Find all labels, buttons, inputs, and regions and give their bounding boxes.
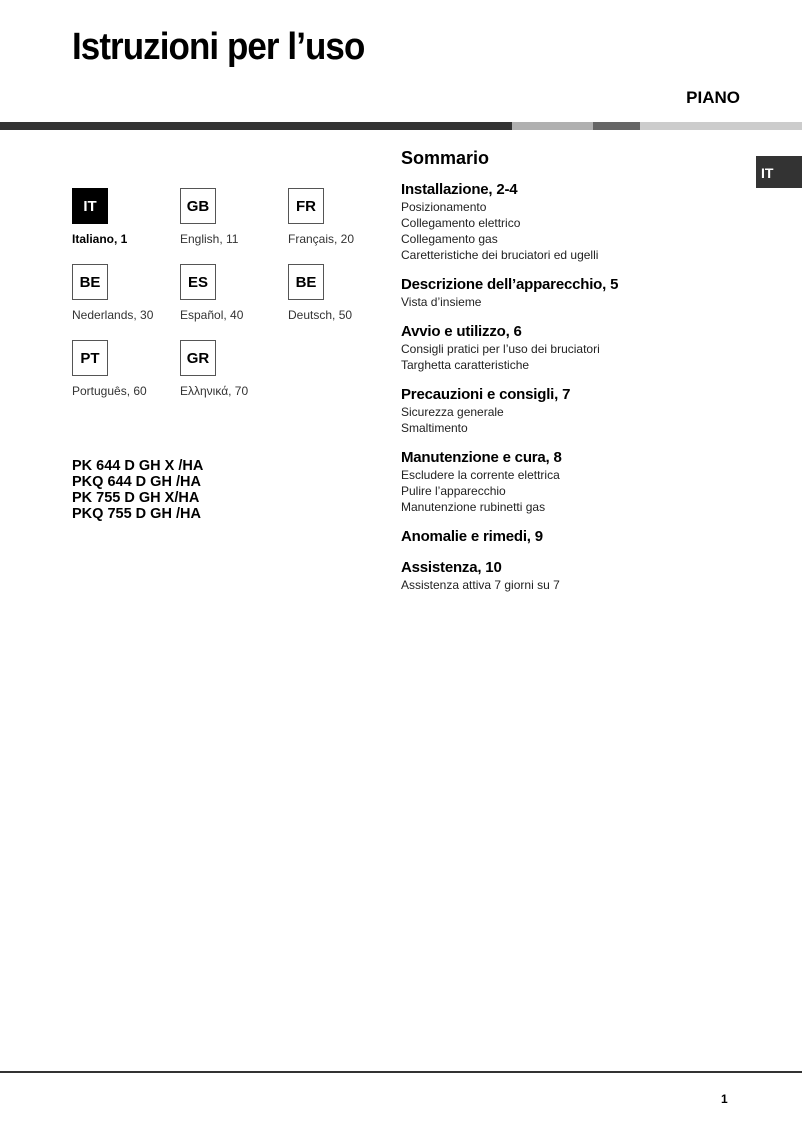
toc-section bbox=[401, 323, 721, 373]
model-code: PKQ 644 D GH /HA bbox=[72, 474, 201, 490]
toc-section bbox=[401, 276, 721, 310]
language-option[interactable] bbox=[180, 264, 243, 322]
document-title: Istruzioni per l’uso bbox=[72, 26, 365, 68]
model-list bbox=[72, 458, 203, 522]
language-option[interactable] bbox=[288, 264, 352, 322]
language-label: Português, 60 bbox=[72, 384, 147, 398]
toc-item: Sicurezza generale bbox=[401, 405, 504, 419]
toc-item: Posizionamento bbox=[401, 200, 487, 214]
model-code: PK 755 D GH X/HA bbox=[72, 490, 200, 506]
language-code-box: ES bbox=[180, 264, 216, 300]
language-label: Nederlands, 30 bbox=[72, 308, 154, 322]
toc-item: Collegamento elettrico bbox=[401, 216, 521, 230]
toc-item: Assistenza attiva 7 giorni su 7 bbox=[401, 578, 560, 592]
language-code-box: BE bbox=[72, 264, 108, 300]
language-code-box: FR bbox=[288, 188, 324, 224]
model-code: PKQ 755 D GH /HA bbox=[72, 506, 201, 522]
model-code: PK 644 D GH X /HA bbox=[72, 458, 204, 474]
toc-section-heading: Manutenzione e cura, 8 bbox=[401, 449, 562, 466]
toc-title: Sommario bbox=[401, 148, 490, 168]
toc-section-heading: Precauzioni e consigli, 7 bbox=[401, 386, 571, 403]
language-option[interactable] bbox=[72, 340, 147, 398]
toc-section-heading: Anomalie e rimedi, 9 bbox=[401, 528, 543, 545]
toc-section bbox=[401, 181, 721, 263]
language-code-box: PT bbox=[72, 340, 108, 376]
language-label: Italiano, 1 bbox=[72, 232, 128, 246]
toc-item: Vista d’insieme bbox=[401, 295, 482, 309]
toc-item: Escludere la corrente elettrica bbox=[401, 468, 560, 482]
toc-section-heading: Descrizione dell’apparecchio, 5 bbox=[401, 276, 619, 293]
language-option[interactable] bbox=[288, 188, 354, 246]
header-bar-segment-4 bbox=[640, 122, 802, 130]
product-category: PIANO bbox=[686, 88, 740, 107]
table-of-contents bbox=[401, 148, 721, 606]
language-code-box: BE bbox=[288, 264, 324, 300]
language-code-box: GB bbox=[180, 188, 216, 224]
language-label: Deutsch, 50 bbox=[288, 308, 353, 322]
language-label: Ελληνικά, 70 bbox=[180, 384, 249, 398]
page-number: 1 bbox=[721, 1092, 728, 1106]
header-bar-segment-1 bbox=[0, 122, 512, 130]
language-option[interactable] bbox=[180, 188, 238, 246]
toc-item: Targhetta caratteristiche bbox=[401, 358, 530, 372]
header-bar-segment-2 bbox=[512, 122, 593, 130]
language-label: English, 11 bbox=[180, 232, 239, 246]
toc-section bbox=[401, 449, 721, 515]
language-label: Español, 40 bbox=[180, 308, 244, 322]
toc-item: Collegamento gas bbox=[401, 232, 498, 246]
toc-section-heading: Installazione, 2-4 bbox=[401, 181, 518, 198]
toc-section-heading: Assistenza, 10 bbox=[401, 559, 502, 576]
toc-section bbox=[401, 386, 721, 436]
language-side-tab: IT bbox=[756, 156, 802, 188]
language-label: Français, 20 bbox=[288, 232, 355, 246]
language-option[interactable] bbox=[72, 188, 127, 246]
language-code-box: GR bbox=[180, 340, 216, 376]
toc-item: Manutenzione rubinetti gas bbox=[401, 500, 546, 514]
toc-section bbox=[401, 528, 721, 546]
header-bar-segment-3 bbox=[593, 122, 640, 130]
toc-item: Caretteristiche dei bruciatori ed ugelli bbox=[401, 248, 599, 262]
toc-section bbox=[401, 559, 721, 593]
toc-item: Pulire l’apparecchio bbox=[401, 484, 506, 498]
toc-section-heading: Avvio e utilizzo, 6 bbox=[401, 323, 522, 340]
footer-divider bbox=[0, 1071, 802, 1073]
language-code-box: IT bbox=[72, 188, 108, 224]
toc-item: Consigli pratici per l’uso dei bruciatori bbox=[401, 342, 600, 356]
toc-item: Smaltimento bbox=[401, 421, 468, 435]
language-option[interactable] bbox=[180, 340, 248, 398]
language-option[interactable] bbox=[72, 264, 153, 322]
